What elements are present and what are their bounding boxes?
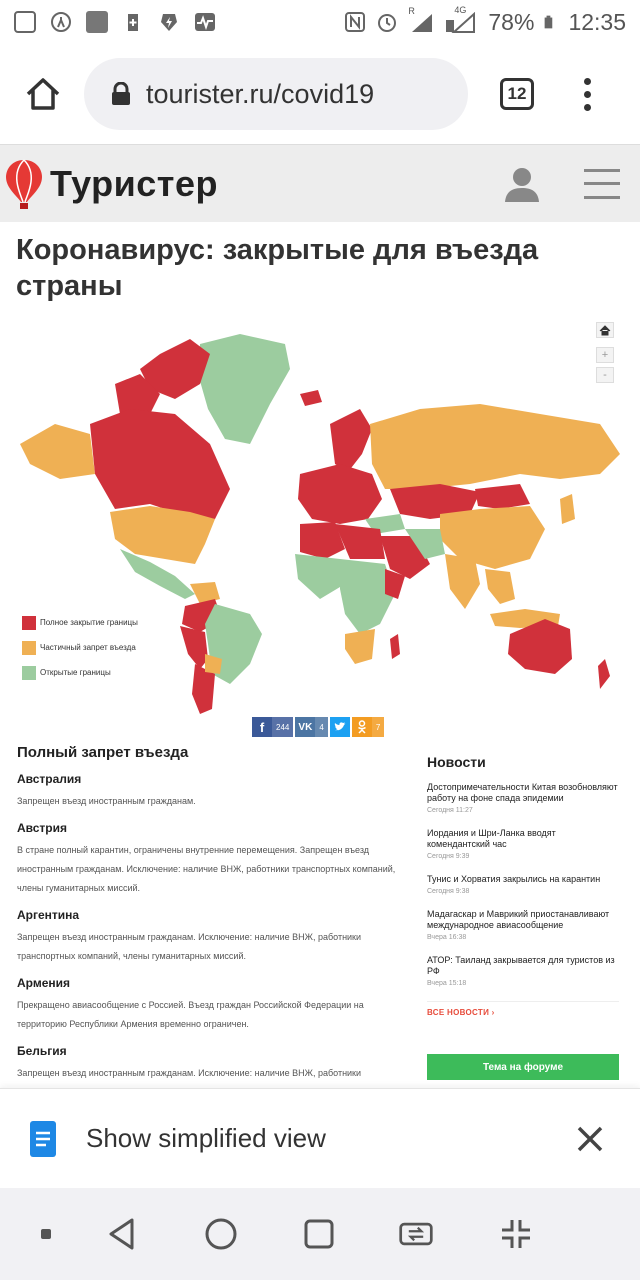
map-zoom-out-button[interactable]	[596, 367, 614, 383]
all-news-link[interactable]	[427, 1001, 619, 1017]
country-text: Прекращено авиасообщение с Россией. Въезд граждан Российской Федерации на территорию Республики Армения временно ограничен.	[17, 1000, 364, 1029]
menu-line	[584, 196, 620, 199]
legend-swatch-open	[22, 666, 36, 680]
map-region-north-africa-east	[335, 524, 385, 559]
collapse-icon	[499, 1217, 533, 1251]
news-headline[interactable]: Мадагаскар и Маврикий приостанавливают международное авиасообщение	[427, 909, 610, 930]
map-region-alaska	[20, 424, 95, 479]
menu-dot	[584, 104, 591, 111]
share-buttons	[252, 717, 384, 737]
signal-type-label: R	[408, 6, 415, 16]
map-region-peru	[180, 626, 208, 669]
news-item[interactable]	[427, 782, 619, 814]
hamburger-menu-button[interactable]	[584, 169, 620, 199]
legend-label-open: Открытые границы	[40, 668, 111, 677]
balloon-logo-icon[interactable]	[4, 158, 44, 210]
news-headline[interactable]: Иордания и Шри-Ланка вводят комендантский час	[427, 828, 556, 849]
battery-saver-icon	[122, 11, 144, 33]
news-time: Вчера 16:38	[427, 934, 467, 941]
news-item[interactable]	[427, 828, 619, 860]
forum-button[interactable]	[427, 1054, 619, 1080]
home-circle-icon	[204, 1217, 238, 1251]
news-headline[interactable]: Достопримечательности Китая возобновляют работу на фоне спада эпидемии	[427, 782, 618, 803]
share-vk-button[interactable]	[295, 717, 327, 737]
ok-logo-icon	[357, 720, 367, 734]
signal-icon-2	[444, 5, 478, 34]
status-right	[344, 5, 626, 36]
country-entry	[17, 908, 397, 966]
legend-swatch-partial	[22, 641, 36, 655]
map-region-iceland	[300, 390, 322, 406]
menu-dot	[584, 91, 591, 98]
entry-ban-title: Полный запрет въезда	[17, 744, 189, 761]
signal-bars-2-icon	[446, 12, 476, 34]
facebook-count: 244	[272, 717, 293, 737]
country-name: Австралия	[17, 772, 82, 786]
news-item[interactable]	[427, 955, 619, 987]
battery-icon	[544, 11, 558, 33]
simplified-view-label[interactable]: Show simplified view	[86, 1123, 326, 1153]
twitter-bird-icon	[334, 722, 346, 732]
map-region-india	[445, 554, 480, 609]
map-region-southern-africa	[345, 629, 375, 664]
country-name: Аргентина	[17, 908, 80, 922]
map-region-mongolia	[475, 484, 530, 509]
network-type-label: 4G	[454, 5, 467, 15]
browser-toolbar	[0, 44, 640, 144]
signal-bars-icon	[410, 12, 434, 34]
map-region-new-zealand	[598, 659, 610, 689]
country-entry	[17, 821, 397, 898]
news-time: Сегодня 9:38	[427, 888, 470, 895]
map-home-button[interactable]	[596, 322, 614, 338]
news-time: Вчера 15:18	[427, 980, 467, 987]
news-title: Новости	[427, 754, 486, 770]
user-icon[interactable]	[502, 164, 542, 204]
power-icon	[158, 11, 180, 33]
country-name: Армения	[17, 976, 71, 990]
news-time: Сегодня 9:39	[427, 853, 470, 860]
browser-home-button[interactable]	[18, 69, 68, 119]
tab-count: 12	[507, 84, 527, 103]
nav-switch-app-button[interactable]	[398, 1216, 434, 1252]
menu-line	[584, 182, 620, 185]
status-bar	[0, 0, 640, 44]
country-name: Австрия	[17, 821, 68, 835]
activity-icon	[194, 11, 216, 33]
lock-icon	[110, 82, 132, 106]
map-home-icon	[599, 325, 611, 336]
share-twitter-button[interactable]	[330, 717, 350, 737]
signal-icon	[408, 6, 434, 34]
home-icon	[25, 77, 61, 111]
map-region-west-africa	[295, 554, 345, 599]
browser-menu-button[interactable]	[582, 78, 592, 111]
alarm-icon	[376, 11, 398, 33]
entry-ban-section	[17, 744, 397, 1083]
nav-back-button[interactable]	[104, 1216, 140, 1252]
accessibility-icon	[50, 11, 72, 33]
menu-line	[584, 169, 620, 172]
country-text: Запрещен въезд иностранным гражданам. Исключение: наличие ВНЖ, работники транспортных компаний, члены гуманитарных миссий.	[17, 932, 362, 961]
map-region-canada	[90, 409, 230, 519]
twitter-icon	[330, 717, 350, 737]
share-facebook-button[interactable]	[252, 717, 293, 737]
legend-label-closed: Полное закрытие границы	[40, 618, 138, 627]
ok-count: 7	[372, 717, 384, 737]
status-left-icons	[14, 11, 216, 33]
page-content	[0, 222, 640, 1088]
nav-fullscreen-button[interactable]	[498, 1216, 534, 1252]
battery-percent: 78%	[488, 8, 535, 35]
country-text: В стране полный карантин, ограничены внутренние перемещения. Запрещен въезд иностранным гражданам. Исключение: наличие ВНЖ, работники транспортных компаний, члены гуманитарных миссий.	[17, 845, 396, 893]
nav-home-button[interactable]	[203, 1216, 239, 1252]
forum-button-label: Тема на форуме	[482, 1061, 564, 1073]
share-ok-button[interactable]	[352, 717, 384, 737]
country-entry	[17, 976, 397, 1034]
nav-dot-button[interactable]	[28, 1216, 64, 1252]
country-name: Бельгия	[17, 1044, 67, 1058]
country-text: Запрещен въезд иностранным гражданам.	[17, 796, 196, 806]
legend-item-closed	[22, 610, 138, 635]
nav-recents-button[interactable]	[301, 1216, 337, 1252]
url-text: tourister.ru/covid19	[146, 78, 375, 109]
vk-count: 4	[315, 717, 327, 737]
map-zoom-in-button[interactable]	[596, 347, 614, 363]
clock: 12:35	[568, 8, 626, 35]
nfc-icon	[344, 11, 366, 33]
legend-item-partial	[22, 635, 138, 660]
legend-item-open	[22, 660, 138, 685]
sim-status-icon	[14, 11, 36, 33]
tab-switcher-button[interactable]	[500, 78, 534, 110]
url-bar[interactable]	[84, 58, 468, 130]
news-sidebar	[427, 754, 619, 1073]
site-logo-text[interactable]: Туристер	[50, 162, 218, 204]
news-headline[interactable]: АТОР: Таиланд закрывается для туристов из РФ	[427, 955, 615, 976]
news-item[interactable]	[427, 874, 619, 895]
legend-label-partial: Частичный запрет въезда	[40, 643, 136, 652]
app-icon	[86, 11, 108, 33]
page-title: Коронавирус: закрытые для въезда страны	[16, 234, 539, 302]
simplified-view-prompt[interactable]	[0, 1088, 640, 1188]
map-region-western-europe	[298, 464, 382, 524]
recents-square-icon	[303, 1218, 335, 1250]
facebook-icon: f	[259, 719, 265, 735]
map-region-southeast-asia	[485, 569, 515, 604]
switch-app-icon	[398, 1218, 434, 1250]
news-headline[interactable]: Тунис и Хорватия закрылись на карантин	[427, 874, 601, 884]
map-region-scandinavia	[330, 409, 372, 472]
all-news-label: ВСЕ НОВОСТИ	[427, 1008, 490, 1017]
country-entry	[17, 772, 397, 811]
map-region-russia	[370, 404, 620, 489]
country-entry	[17, 1044, 397, 1083]
zoom-out-label: -	[603, 369, 607, 381]
square-dot-icon	[39, 1227, 53, 1241]
map-legend	[22, 610, 138, 685]
news-item[interactable]	[427, 909, 619, 941]
site-header	[0, 144, 640, 222]
legend-swatch-closed	[22, 616, 36, 630]
vk-icon: VK	[298, 721, 313, 733]
chevron-right-icon: ›	[491, 1008, 495, 1017]
zoom-in-label: +	[601, 349, 609, 361]
odnoklassniki-icon	[352, 717, 372, 737]
menu-dot	[584, 78, 591, 85]
navigation-bar	[0, 1188, 640, 1280]
close-icon[interactable]	[576, 1125, 604, 1153]
document-icon	[30, 1121, 56, 1157]
map-region-madagascar	[390, 634, 400, 659]
news-time: Сегодня 11:27	[427, 807, 473, 814]
back-triangle-icon	[106, 1217, 138, 1251]
country-text: Запрещен въезд иностранным гражданам. Исключение: наличие ВНЖ, работники	[17, 1068, 362, 1078]
map-region-greenland	[198, 334, 290, 444]
map-region-japan	[560, 494, 575, 524]
